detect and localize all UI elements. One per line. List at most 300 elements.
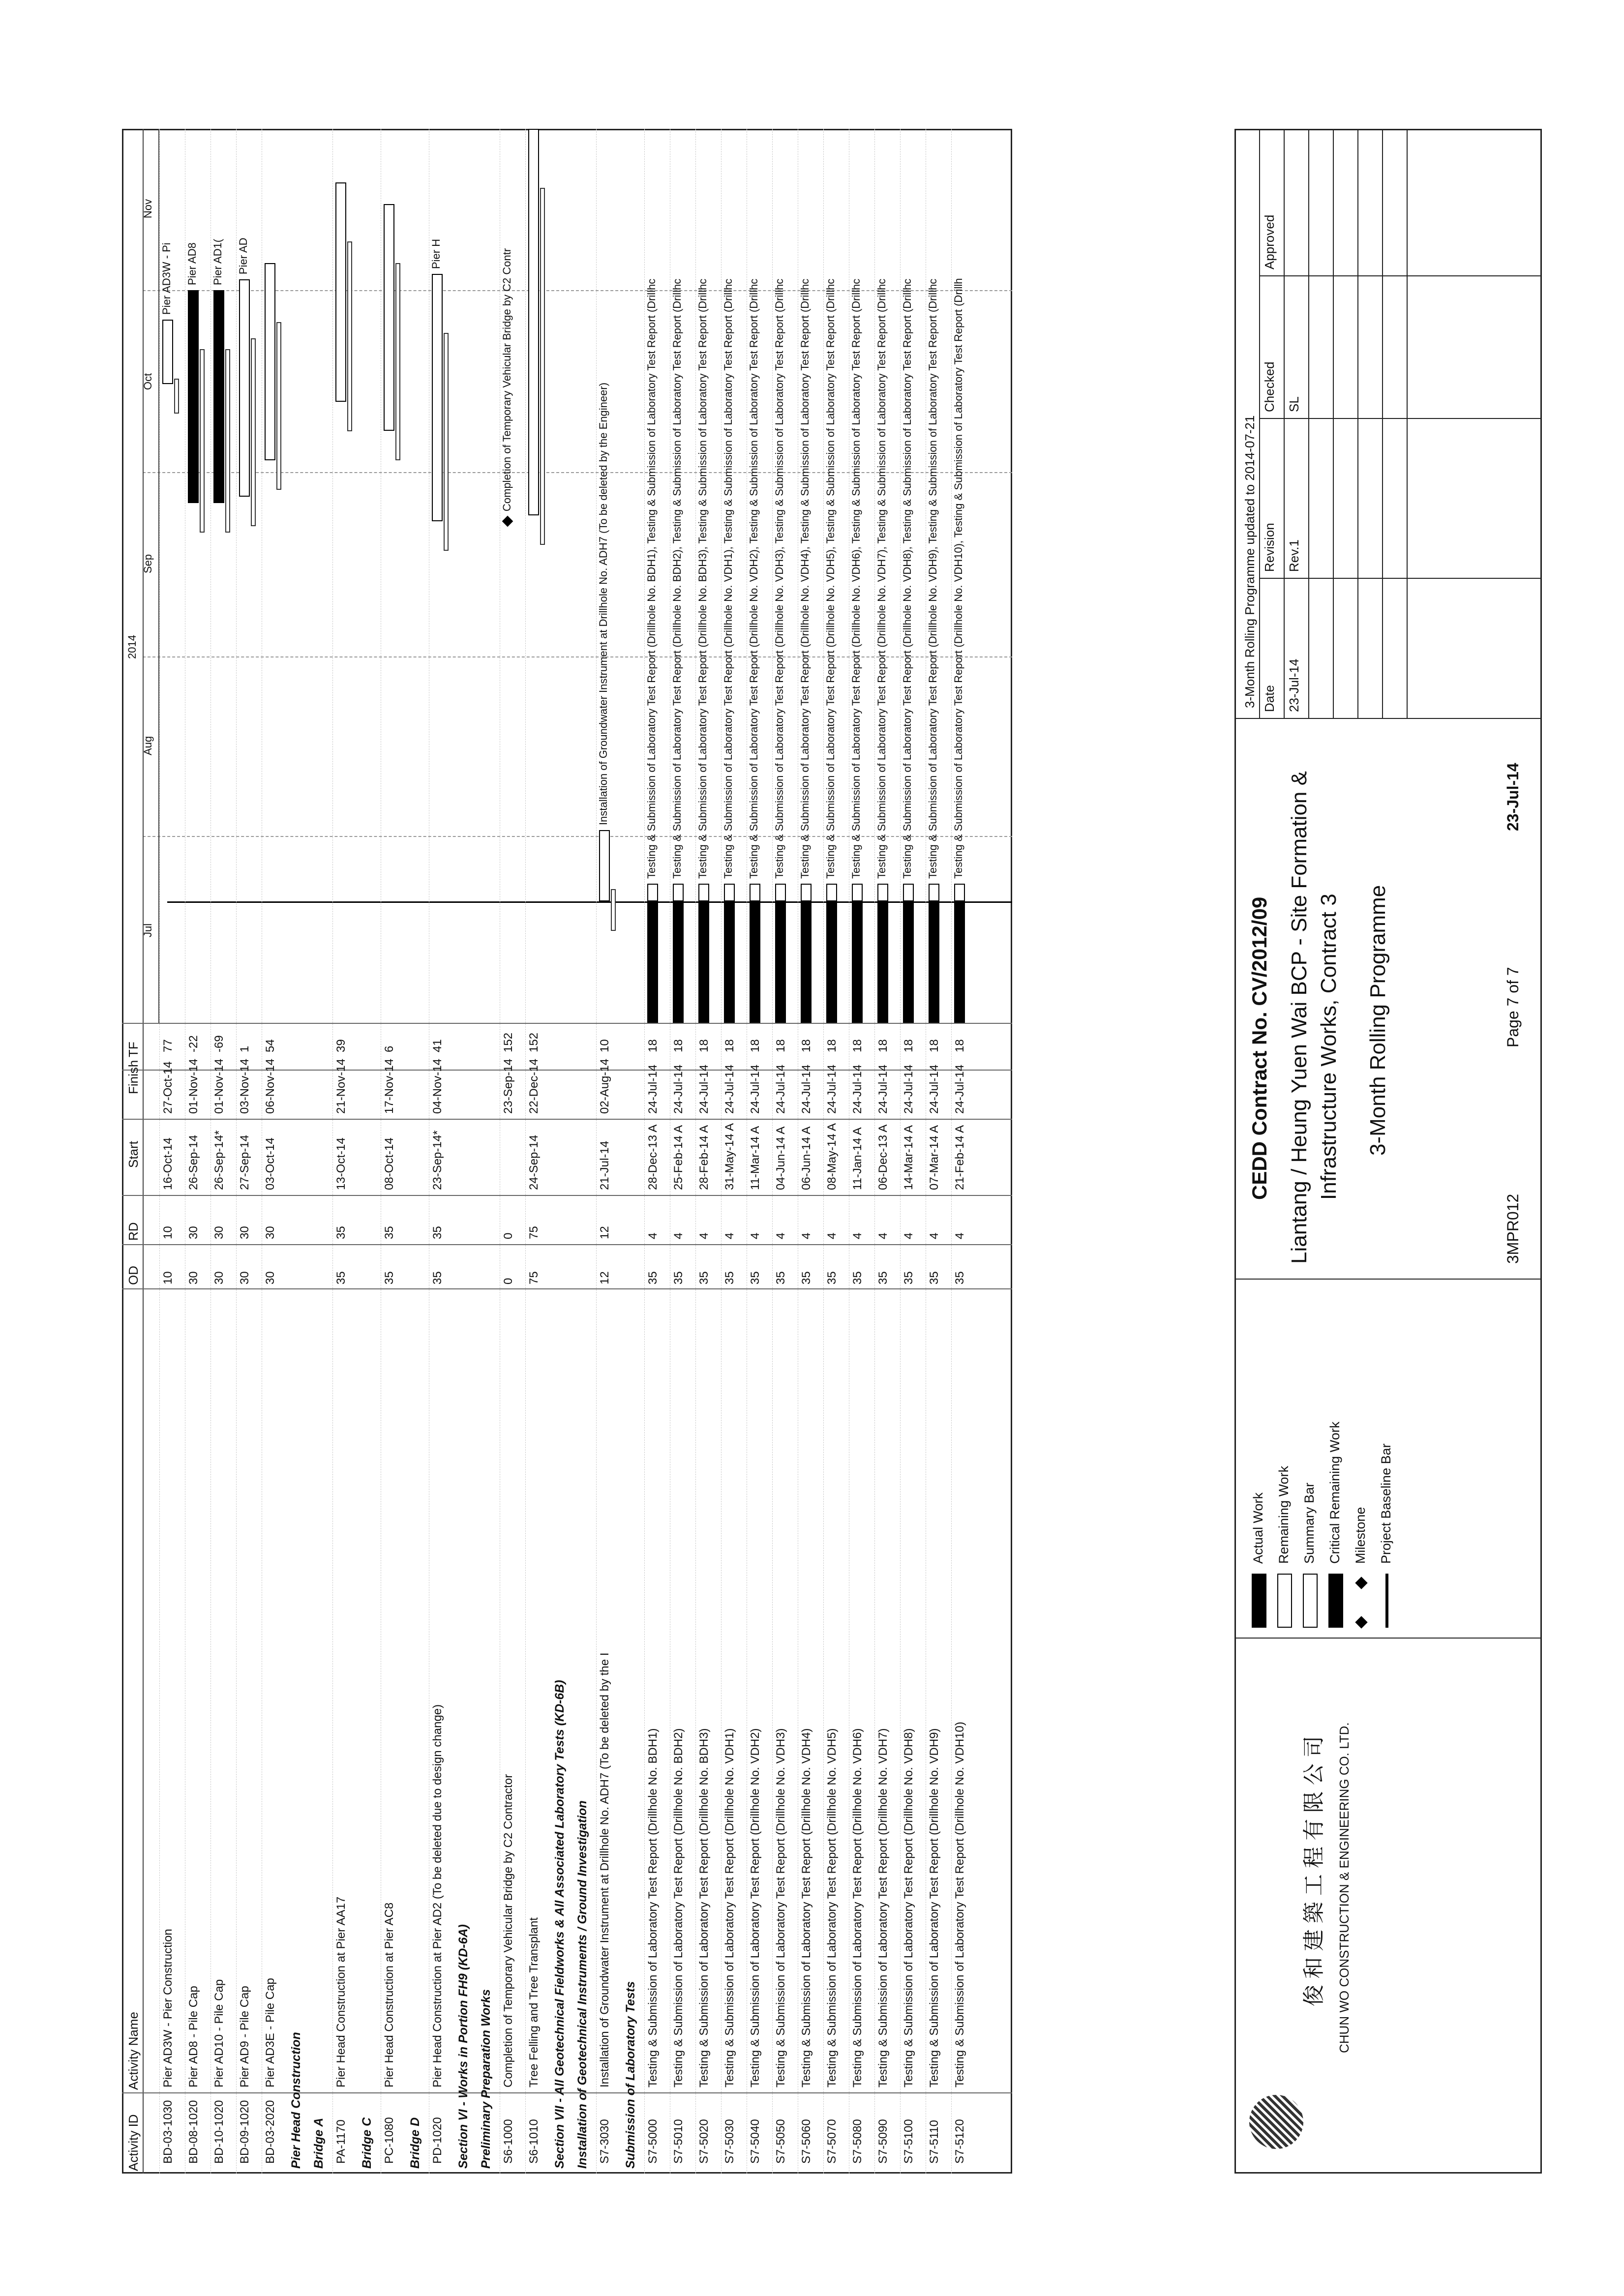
bar-label: Testing & Submission of Laboratory Test Report (Drillhole No. VDH6), Testing & Submission of Laboratory Test Report (Drillhc [850,278,862,879]
row-tf: 54 [264,1039,277,1052]
company-name-en: CHUN WO CONSTRUCTION & ENGINEERING CO. LTD. [1337,1722,1352,2053]
legend-divider [1234,1638,1542,1639]
row-finish: 24-Jul-14 [953,1064,966,1114]
row-od: 35 [697,1271,711,1284]
row-start: 27-Sep-14 [238,1134,251,1190]
row-activity-id: PD-1020 [431,2117,444,2164]
row-activity-id: S7-5070 [825,2119,839,2164]
row-start: 24-Sep-14 [527,1134,541,1190]
row-od: 35 [825,1271,839,1284]
project-line1: Liantang / Heung Yuen Wai BCP - Site Formation & [1287,771,1311,1264]
row-separator [644,129,645,2174]
column-divider [122,2092,1012,2093]
row-start: 11-Mar-14 A [749,1126,762,1190]
row-separator [772,129,773,2174]
row-start: 14-Mar-14 A [902,1125,915,1190]
bar-actual [852,901,863,1023]
row-activity-id: BD-03-1030 [161,2100,175,2164]
baseline-bar [611,889,616,931]
row-tf: 77 [161,1039,175,1052]
timeline-month: Oct [142,373,154,390]
row-od: 35 [876,1271,890,1284]
row-start: 06-Jun-14 A [800,1126,813,1190]
baseline-bar [251,338,256,526]
row-od: 35 [902,1271,915,1284]
row-activity-id: S7-5050 [774,2119,787,2164]
row-rd: 4 [876,1232,890,1239]
timeline-month: Sep [142,554,154,573]
row-tf: 18 [800,1039,813,1052]
row-rd: 35 [431,1226,444,1239]
row-rd: 4 [774,1232,787,1239]
row-separator [823,129,824,2174]
row-od: 10 [161,1271,175,1284]
revision-col-divider [1259,578,1542,579]
year-header-line [143,129,144,1023]
row-start: 06-Dec-13 A [876,1124,890,1190]
legend-label: Project Baseline Bar [1379,1443,1393,1564]
row-start: 11-Jan-14 A [851,1127,864,1190]
row-tf: 18 [825,1039,839,1052]
row-activity-name: Testing & Submission of Laboratory Test Report (Drillhole No. BDH1) [646,1728,660,2087]
bar-label: Pier AD8 [186,242,198,285]
row-tf: 10 [598,1039,611,1052]
row-separator [695,129,696,2174]
row-tf: 18 [723,1039,736,1052]
header-activity-name: Activity Name [126,2012,141,2090]
row-od: 35 [646,1271,660,1284]
legend-label: Remaining Work [1276,1465,1291,1564]
row-activity-name: Tree Felling and Tree Transplant [527,1917,541,2087]
row-activity-id: S7-5120 [953,2119,966,2164]
row-rd: 4 [723,1232,736,1239]
row-rd: 4 [672,1232,685,1239]
row-activity-name: Pier AD9 - Pile Cap [238,1986,251,2087]
contract-title: CEDD Contract No. CV/2012/09 [1248,896,1271,1200]
row-rd: 4 [749,1232,762,1239]
bar-label: Testing & Submission of Laboratory Test Report (Drillhole No. BDH1), Testing & Submission of Laboratory Test Report (Drillhc [645,278,658,879]
row-od: 12 [598,1271,611,1284]
column-divider [122,1244,1012,1245]
row-finish: 24-Jul-14 [825,1064,839,1114]
programme-title: 3-Month Rolling Programme [1366,885,1390,1156]
bar-remaining [162,320,173,384]
revision-header-line [1259,129,1260,718]
row-rd: 35 [334,1226,348,1239]
row-start: 25-Feb-14 A [672,1125,685,1190]
revision-row-divider [1382,129,1383,718]
legend-label: Summary Bar [1302,1482,1317,1564]
row-activity-id: S7-5060 [800,2119,813,2164]
row-start: 13-Oct-14 [334,1137,348,1190]
row-rd: 30 [264,1226,277,1239]
row-rd: 10 [161,1226,175,1239]
row-activity-id: S7-5030 [723,2119,736,2164]
header-od: OD [126,1266,141,1285]
row-tf: 18 [672,1039,685,1052]
revision-header: Checked [1262,361,1277,412]
project-line2: Infrastructure Works, Contract 3 [1317,894,1341,1200]
year-divider [127,129,143,130]
row-separator [236,129,237,2174]
group-heading: Section VII - All Geotechnical Fieldworks & All Associated Laboratory Tests (KD-6B) [553,1680,567,2169]
legend-swatch [1252,1574,1266,1628]
row-od: 75 [527,1271,541,1284]
group-heading: Bridge D [408,2117,422,2169]
row-rd: 75 [527,1226,541,1239]
bar-label: Testing & Submission of Laboratory Test Report (Drillhole No. VDH9), Testing & Submission of Laboratory Test Report (Drillhc [927,278,939,879]
row-finish: 24-Jul-14 [851,1064,864,1114]
row-rd: 4 [902,1232,915,1239]
bar-actual [647,901,658,1023]
row-activity-id: BD-03-2020 [264,2100,277,2164]
bar-remaining [673,884,684,901]
row-activity-name: Testing & Submission of Laboratory Test Report (Drillhole No. VDH5) [825,1728,839,2087]
row-tf: 18 [953,1039,966,1052]
row-od: 35 [774,1271,787,1284]
legend-swatch [1385,1574,1388,1628]
row-tf: 39 [334,1039,348,1052]
row-tf: 18 [851,1039,864,1052]
bar-remaining [775,884,786,901]
revision-col-divider [1259,275,1542,276]
row-finish: 03-Nov-14 [238,1058,251,1114]
timeline-month: Nov [142,199,154,218]
row-activity-name: Pier AD3E - Pile Cap [264,1978,277,2087]
row-finish: 21-Nov-14 [334,1058,348,1114]
row-separator [900,129,901,2174]
bar-label: Pier H [430,239,442,269]
row-tf: -69 [212,1035,226,1052]
row-rd: 30 [238,1226,251,1239]
row-activity-id: S7-5040 [749,2119,762,2164]
row-start: 16-Oct-14 [161,1137,175,1190]
row-activity-name: Pier AD10 - Pile Cap [212,1979,226,2087]
page-number: Page 7 of 7 [1504,967,1522,1047]
bar-actual [929,901,939,1023]
row-finish: 04-Nov-14 [431,1058,444,1114]
bar-actual [877,901,888,1023]
row-finish: 06-Nov-14 [264,1058,277,1114]
title-divider [1234,1279,1542,1280]
header-finish: Finish [126,1060,141,1094]
row-start: 07-Mar-14 A [928,1125,941,1190]
revision-cell: 23-Jul-14 [1287,658,1301,712]
revision-header: Revision [1262,523,1277,572]
bar-actual [903,901,914,1023]
row-od: 30 [238,1271,251,1284]
bar-label: Testing & Submission of Laboratory Test Report (Drillhole No. VDH5), Testing & Submission of Laboratory Test Report (Drillhc [824,278,837,879]
row-finish: 24-Jul-14 [774,1064,787,1114]
legend-label: Milestone [1353,1507,1368,1564]
row-start: 26-Sep-14* [212,1130,226,1190]
row-rd: 4 [646,1232,660,1239]
row-od: 35 [723,1271,736,1284]
row-rd: 12 [598,1226,611,1239]
row-activity-id: S7-5020 [697,2119,711,2164]
bar-remaining [929,884,939,901]
group-heading: Preliminary Preparation Works [479,1989,493,2169]
row-activity-id: S7-5100 [902,2119,915,2164]
row-separator [874,129,875,2174]
row-finish: 24-Jul-14 [646,1064,660,1114]
row-tf: -22 [187,1035,200,1052]
header-start: Start [126,1141,141,1168]
row-tf: 18 [928,1039,941,1052]
row-finish: 24-Jul-14 [876,1064,890,1114]
bar-label: Testing & Submission of Laboratory Test Report (Drillhole No. VDH10), Testing & Submission of Laboratory Test Report (Drillh [952,278,964,879]
bar-label: Pier AD3W - Pi [160,242,173,315]
row-od: 30 [187,1271,200,1284]
row-finish: 27-Oct-14 [161,1061,175,1114]
row-activity-id: S7-3030 [598,2119,611,2164]
row-tf: 18 [902,1039,915,1052]
row-separator [721,129,722,2174]
bar-remaining [877,884,888,901]
header-rd: RD [126,1222,141,1241]
bar-remaining [750,884,760,901]
bar-label: Testing & Submission of Laboratory Test Report (Drillhole No. BDH2), Testing & Submission of Laboratory Test Report (Drillhc [671,278,683,879]
row-rd: 4 [800,1232,813,1239]
revision-header: Date [1262,685,1277,712]
row-finish: 22-Dec-14 [527,1058,541,1114]
revision-row-divider [1284,129,1285,718]
row-finish: 24-Jul-14 [902,1064,915,1114]
bar-actual [698,901,709,1023]
row-finish: 24-Jul-14 [800,1064,813,1114]
programme-date: 23-Jul-14 [1504,763,1522,831]
row-activity-name: Testing & Submission of Laboratory Test Report (Drillhole No. VDH6) [851,1728,864,2087]
group-heading: Bridge C [360,2117,374,2169]
row-finish: 24-Jul-14 [928,1064,941,1114]
row-start: 31-May-14 A [723,1123,736,1190]
header-tf: TF [126,1042,141,1057]
group-heading: Installation of Geotechnical Instruments / Ground Investigation [575,1800,589,2169]
bar-label: Testing & Submission of Laboratory Test Report (Drillhole No. VDH1), Testing & Submission of Laboratory Test Report (Drillhc [722,278,734,879]
row-finish: 01-Nov-14 [187,1058,200,1114]
row-activity-id: BD-08-1020 [187,2100,200,2164]
revision-row-divider [1357,129,1358,718]
bar-remaining [335,182,346,401]
row-activity-id: S7-5000 [646,2119,660,2164]
row-od: 30 [264,1271,277,1284]
baseline-bar [540,188,545,545]
timeline-month: Aug [142,736,154,755]
header-activity-id: Activity ID [126,2114,141,2171]
bar-remaining [265,263,275,460]
row-separator [596,129,597,2174]
column-divider [122,1119,1012,1120]
row-start: 08-Oct-14 [383,1137,396,1190]
row-activity-id: S7-5010 [672,2119,685,2164]
bar-remaining [801,884,812,901]
row-activity-name: Testing & Submission of Laboratory Test Report (Drillhole No. VDH10) [953,1722,966,2087]
row-od: 35 [851,1271,864,1284]
row-od: 35 [383,1271,396,1284]
bar-actual [954,901,965,1023]
revision-title: 3-Month Rolling Programme updated to 2014-07-21 [1242,415,1257,708]
baseline-bar [225,349,230,533]
row-od: 30 [212,1271,226,1284]
row-od: 35 [672,1271,685,1284]
row-activity-name: Testing & Submission of Laboratory Test Report (Drillhole No. VDH1) [723,1728,736,2087]
column-divider [122,1288,1012,1289]
bar-remaining [384,204,394,431]
bar-remaining [724,884,735,901]
bar-remaining [599,830,610,901]
row-activity-name: Testing & Submission of Laboratory Test Report (Drillhole No. BDH2) [672,1728,685,2087]
legend-label: Critical Remaining Work [1327,1421,1342,1564]
row-activity-id: PC-1080 [383,2117,396,2164]
row-start: 04-Jun-14 A [774,1126,787,1190]
revision-divider [1234,718,1542,719]
legend-swatch [1328,1574,1343,1628]
row-activity-id: S6-1010 [527,2119,541,2164]
row-activity-name: Testing & Submission of Laboratory Test Report (Drillhole No. VDH8) [902,1728,915,2087]
row-start: 23-Sep-14* [431,1130,444,1190]
row-finish: 24-Jul-14 [697,1064,711,1114]
row-rd: 30 [212,1226,226,1239]
legend-swatch [1277,1574,1292,1628]
row-start: 28-Dec-13 A [646,1124,660,1190]
row-od: 35 [928,1271,941,1284]
company-logo [1249,2095,1303,2149]
bar-label: Installation of Groundwater Instrument at Drillhole No. ADH7 (To be deleted by the Engineer) [597,383,609,826]
row-finish: 02-Aug-14 [598,1058,611,1114]
bar-label: Testing & Submission of Laboratory Test Report (Drillhole No. VDH2), Testing & Submission of Laboratory Test Report (Drillhc [748,278,760,879]
revision-row-divider [1333,129,1334,718]
bar-label: Testing & Submission of Laboratory Test Report (Drillhole No. VDH3), Testing & Submission of Laboratory Test Report (Drillhc [773,278,785,879]
bar-remaining [239,279,250,497]
row-finish: 17-Nov-14 [383,1058,396,1114]
row-activity-name: Pier AD8 - Pile Cap [187,1986,200,2087]
row-activity-name: Pier Head Construction at Pier AA17 [334,1896,348,2087]
bar-label: Testing & Submission of Laboratory Test Report (Drillhole No. VDH4), Testing & Submission of Laboratory Test Report (Drillhc [799,278,811,879]
bar-remaining [903,884,914,901]
column-divider [122,1195,1012,1196]
bar-actual [775,901,786,1023]
row-activity-id: BD-09-1020 [238,2100,251,2164]
revision-header: Approved [1262,214,1277,269]
row-start: 21-Jul-14 [598,1140,611,1190]
row-finish: 23-Sep-14 [502,1058,515,1114]
group-heading: Section VI - Works in Portion FH9 (KD-6A) [456,1924,470,2169]
bar-actual [801,901,812,1023]
row-tf: 41 [431,1039,444,1052]
revision-cell: Rev.1 [1287,539,1301,572]
row-activity-id: S7-5080 [851,2119,864,2164]
bar-remaining [698,884,709,901]
row-activity-name: Testing & Submission of Laboratory Test Report (Drillhole No. VDH9) [928,1728,941,2087]
row-tf: 152 [527,1032,541,1052]
bar-remaining [432,274,443,521]
row-start: 26-Sep-14 [187,1134,200,1190]
row-rd: 35 [383,1226,396,1239]
bar-remaining [852,884,863,901]
row-rd: 4 [851,1232,864,1239]
bar-label: Testing & Submission of Laboratory Test Report (Drillhole No. VDH8), Testing & Submission of Laboratory Test Report (Drillhc [901,278,913,879]
row-start: 28-Feb-14 A [697,1125,711,1190]
row-tf: 18 [749,1039,762,1052]
row-activity-name: Installation of Groundwater Instrument at Drillhole No. ADH7 (To be deleted by the I [598,1652,611,2087]
row-separator [951,129,952,2174]
row-od: 35 [953,1271,966,1284]
row-od: 35 [334,1271,348,1284]
row-tf: 6 [383,1045,396,1052]
row-tf: 1 [238,1045,251,1052]
group-heading: Bridge A [312,2117,326,2169]
row-od: 35 [431,1271,444,1284]
baseline-bar [200,349,205,533]
row-activity-name: Testing & Submission of Laboratory Test Report (Drillhole No. VDH3) [774,1728,787,2087]
column-divider [122,1023,1012,1024]
row-activity-name: Testing & Submission of Laboratory Test Report (Drillhole No. BDH3) [697,1728,711,2087]
baseline-bar [174,379,179,414]
row-rd: 4 [697,1232,711,1239]
baseline-bar [276,322,281,490]
group-heading: Pier Head Construction [289,2032,303,2169]
bar-remaining [826,884,837,901]
row-rd: 0 [502,1232,515,1239]
group-heading: Submission of Laboratory Tests [624,1981,637,2169]
revision-row-divider [1308,129,1309,718]
row-separator [332,129,333,2174]
company-name-cn: 俊 和 建 築 工 程 有 限 公 司 [1302,1735,1326,2006]
revision-col-divider [1259,418,1542,419]
baseline-bar [347,241,352,431]
row-od: 35 [800,1271,813,1284]
row-rd: 30 [187,1226,200,1239]
row-rd: 4 [953,1232,966,1239]
revision-row-divider [1407,129,1408,718]
row-tf: 18 [646,1039,660,1052]
row-activity-name: Testing & Submission of Laboratory Test Report (Drillhole No. VDH4) [800,1728,813,2087]
row-activity-id: S7-5110 [928,2120,941,2164]
row-activity-name: Testing & Submission of Laboratory Test Report (Drillhole No. VDH2) [749,1728,762,2087]
row-finish: 24-Jul-14 [723,1064,736,1114]
row-finish: 24-Jul-14 [749,1064,762,1114]
row-finish: 01-Nov-14 [212,1058,226,1114]
bar-critical [213,290,224,503]
row-tf: 18 [774,1039,787,1052]
row-activity-id: PA-1170 [334,2119,348,2164]
row-od: 35 [749,1271,762,1284]
bar-label: Completion of Temporary Vehicular Bridge by C2 Contr [501,248,513,511]
row-activity-name: Pier Head Construction at Pier AC8 [383,1902,396,2087]
row-start: 08-May-14 A [825,1123,839,1190]
row-rd: 4 [928,1232,941,1239]
bar-critical [188,290,199,503]
row-start: 03-Oct-14 [264,1137,277,1190]
row-od: 0 [502,1278,515,1284]
baseline-bar [444,333,449,551]
row-finish: 24-Jul-14 [672,1064,685,1114]
baseline-bar [395,263,400,460]
row-activity-name: Completion of Temporary Vehicular Bridge by C2 Contractor [502,1774,515,2087]
bar-actual [826,901,837,1023]
bar-label: Testing & Submission of Laboratory Test Report (Drillhole No. VDH7), Testing & Submission of Laboratory Test Report (Drillhc [875,278,888,879]
legend-label: Actual Work [1251,1492,1265,1564]
row-tf: 18 [876,1039,890,1052]
row-separator [525,129,526,2174]
row-tf: 152 [502,1032,515,1052]
row-activity-id: S7-5090 [876,2119,890,2164]
legend-swatch [1303,1574,1318,1628]
bar-label: Pier AD [237,238,249,275]
bar-remaining [954,884,965,901]
programme-code: 3MPR012 [1504,1193,1522,1264]
bar-label: Pier AD1( [211,239,224,285]
